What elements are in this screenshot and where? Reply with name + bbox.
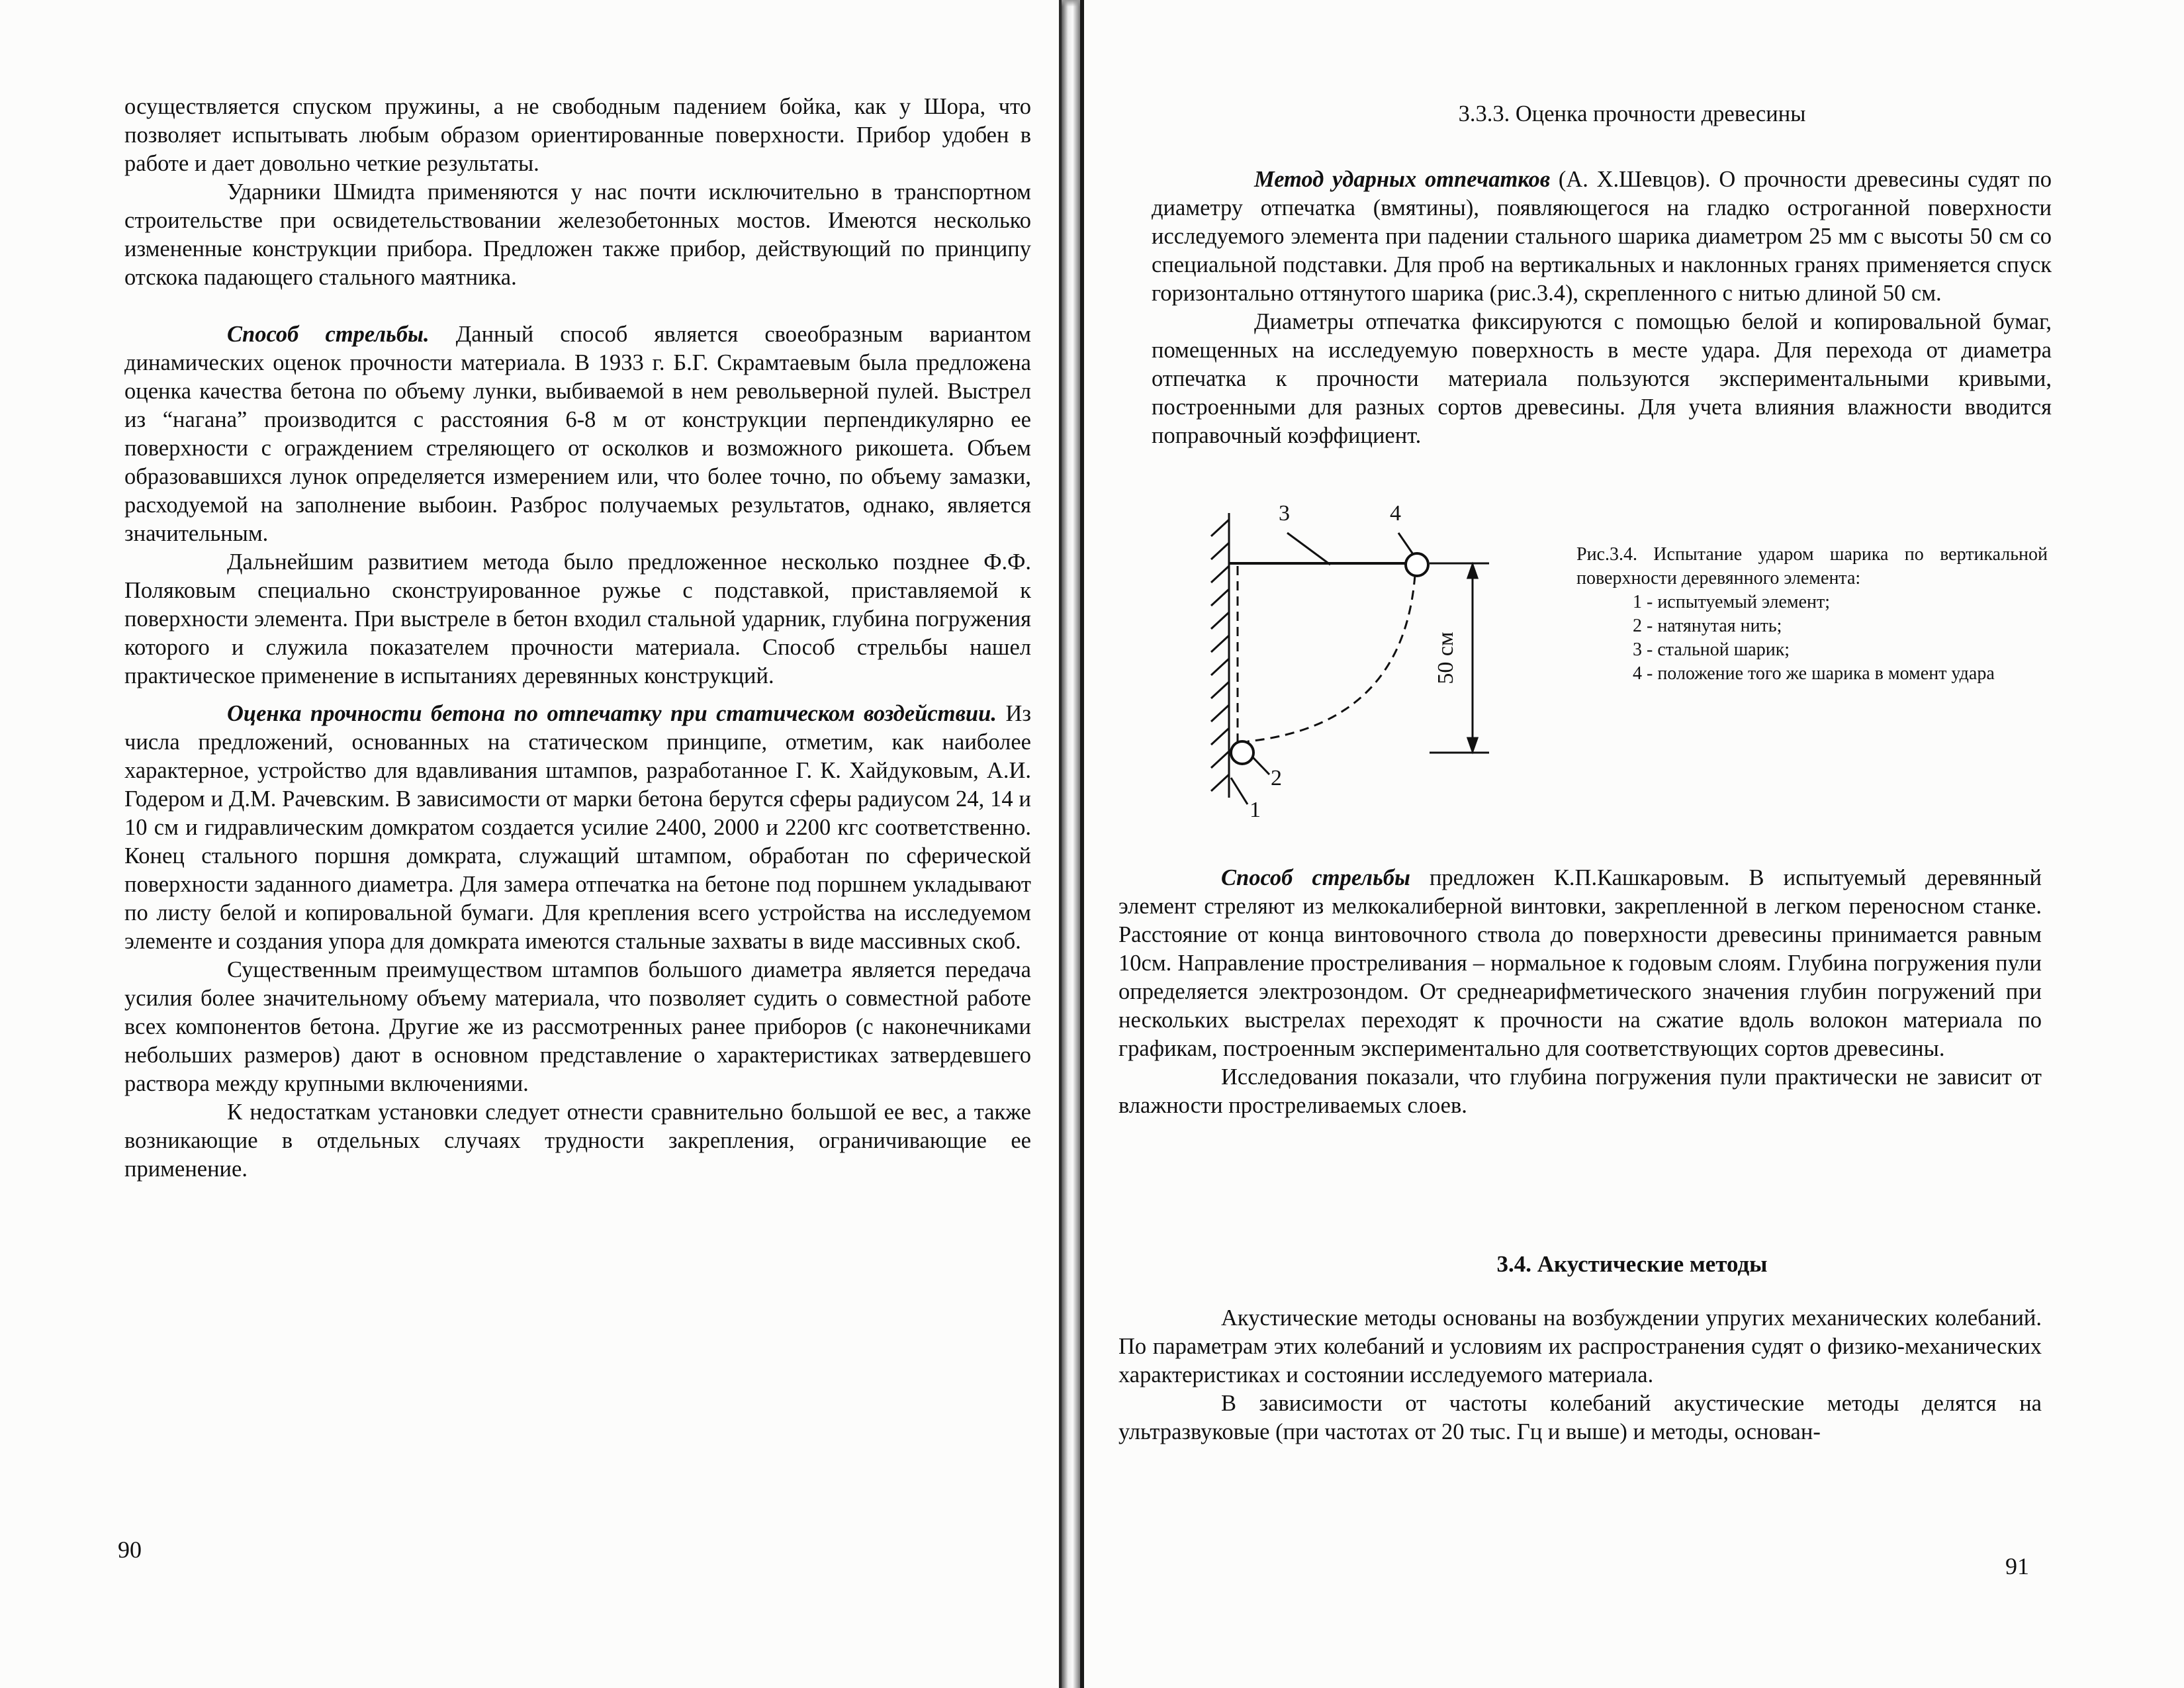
figure-height-label: 50 см [1433, 632, 1458, 684]
figure-ball-impact-test [1205, 501, 1575, 837]
left-paragraph-7: К недостаткам установки следует отнести сравнительно большой ее вес, а также возникающие в отдельных случаях трудности закрепления, ограничивающие ее применение. [124, 1100, 1031, 1182]
caption-title: Рис.3.4. Испытание ударом шарика по вертикальной поверхности деревянного элемента: [1576, 544, 2048, 588]
subsection-title: 3.3.3. Оценка прочности древесины [1458, 101, 1806, 126]
left-paragraph-1: осуществляется спуском пружины, а не свободным падением бойка, как у Шора, что позволяет испытывать любым образом ориентированные поверхности. Прибор удобен в работе и дает довольно четкие результаты. [124, 94, 1031, 176]
swing-arc-dashed [1248, 575, 1415, 741]
left-paragraph-4: Дальнейшим развитием метода было предложенное несколько позднее Ф.Ф. Поляковым специально сконструированное ружье с подставкой, приставляемой к поверхности элемента. При выстреле в бетон входил стальной ударник, глубина погружения которого и служила показателем прочности материала. Способ стрельбы нашел практическое применение в испытаниях деревянных конструкций. [124, 549, 1031, 688]
left-page-body [124, 93, 1031, 1184]
wall-hatching [1211, 513, 1229, 798]
paragraph-lead-heading: Метод ударных отпечатков [1254, 167, 1551, 192]
page-number-left: 90 [118, 1536, 142, 1563]
right-paragraph-5: Акустические методы основаны на возбуждении упругих механических колебаний. По параметрам этих колебаний и условиям их распространения судят о физико-механических характеристиках и состоянии исследуемого материала. [1118, 1305, 2042, 1387]
paragraph-lead-heading: Способ стрельбы. [227, 322, 430, 347]
right-paragraph-6: В зависимости от частоты колебаний акустические методы делятся на ультразвуковые (при частотах от 20 тыс. Гц и выше) и методы, основан- [1118, 1391, 2042, 1444]
figure-drawing [1205, 506, 1575, 837]
figure-label-1: 1 [1250, 798, 1261, 822]
caption-item: 2 - натянутая нить; [1633, 616, 1782, 636]
right-paragraph-4: Исследования показали, что глубина погружения пули практически не зависит от влажности простреливаемых слоев. [1118, 1064, 2042, 1118]
caption-item: 1 - испытуемый элемент; [1633, 592, 1831, 612]
caption-item: 3 - стальной шарик; [1633, 639, 1790, 660]
caption-item: 4 - положение того же шарика в момент удара [1633, 663, 1995, 684]
figure-label-3: 3 [1279, 501, 1290, 526]
right-page-body-bottom [1118, 864, 2042, 1120]
paragraph-lead-heading: Способ стрельбы [1221, 865, 1410, 890]
right-paragraph-2: Диаметры отпечатка фиксируются с помощью белой и копировальной бумаг, помещенных на исследуемую поверхность в месте удара. Для перехода от диаметра отпечатка к прочности материала пользуются экспериментальными кривыми, построенными для разных сортов древесины. Для учета влияния влажности вводится поправочный коэффициент. [1152, 309, 2052, 448]
section-title: 3.4. Акустические методы [1496, 1251, 1768, 1277]
paragraph-lead-heading: Оценка прочности бетона по отпечатку при статическом воздействии. [227, 701, 997, 726]
ball-bottom [1231, 741, 1253, 764]
left-paragraph-6: Существенным преимуществом штампов большого диаметра является передача усилия более значительному объему материала, что позволяет судить о совместной работе всех компонентов бетона. Другие же из рассмотренных ранее приборов (с наконечниками небольших размеров) дают в основном представление о характеристиках затвердевшего раствора между крупными включениями. [124, 957, 1031, 1096]
left-paragraph-3: Способ стрельбы. Данный способ является своеобразным вариантом динамических оценок прочности материала. В 1933 г. Б.Г. Скрамтаевым была предложена оценка качества бетона по объему лунки, выбиваемой в нем револьверной пулей. Выстрел из “нагана” производится с расстояния 6-8 м от конструкции перпендикулярно ее поверхности с ограждением стреляющего от осколков и возможного рикошета. Объем образовавшихся лунок определяется измерением или, что более точно, по объему замазки, расходуемой на заполнение выбоин. Разброс получаемых результатов, однако, является значительным. [124, 322, 1031, 546]
page-number-right: 91 [2005, 1553, 2029, 1579]
ball-top [1406, 553, 1428, 576]
figure-label-2: 2 [1271, 766, 1282, 790]
right-page-body-top [1152, 165, 2052, 450]
book-gutter [1062, 0, 1080, 1688]
figure-label-4: 4 [1390, 501, 1401, 526]
left-paragraph-2: Ударники Шмидта применяются у нас почти исключительно в транспортном строительстве при освидетельствовании железобетонных мостов. Имеются несколько измененные конструкции прибора. Предложен также прибор, действующий по принципу отскока падающего стального маятника. [124, 179, 1031, 290]
right-page-section-body [1118, 1304, 2042, 1446]
right-paragraph-3: Способ стрельбы предложен К.П.Кашкаровым. В испытуемый деревянный элемент стреляют из мелкокалиберной винтовки, закрепленной в легком переносном станке. Расстояние от конца винтовочного ствола до поверхности древесины принимается равным 10см. Направление простреливания – нормальное к годовым слоям. Глубина погружения пули определяется электрозондом. От среднеарифметического значения глубин погружений при нескольких выстрелах переходят к прочности на сжатие вдоль волокон материала по графикам, построенным экспериментально для соответствующих сортов древесины. [1118, 865, 2042, 1061]
figure-caption [1576, 543, 2048, 686]
right-paragraph-1: Метод ударных отпечатков (А. Х.Шевцов). О прочности древесины судят по диаметру отпечатка (вмятины), появляющегося на гладко остроганной поверхности исследуемого элемента при падении стального шарика диаметром 25 мм с высоты 50 см со специальной подставки. Для проб на вертикальных и наклонных гранях применяется спуск горизонтально оттянутого шарика (рис.3.4), скрепленного с нитью длиной 50 см. [1152, 167, 2052, 306]
caption-legend-list [1576, 590, 2048, 686]
left-paragraph-5: Оценка прочности бетона по отпечатку при статическом воздействии. Из числа предложений, основанных на статическом принципе, отметим, как наиболее характерное, устройство для вдавливания штампов, разработанное Г. К. Хайдуковым, А.И. Годером и Д.М. Рачевским. В зависимости от марки бетона берутся сферы радиусом 24, 14 и 10 см и гидравлическим домкратом создается усилие 2400, 2000 и 2200 кгс соответственно. Конец стального поршня домкрата, служащий штампом, обработан по сферической поверхности заданного диаметра. Для замера отпечатка на бетоне под поршнем укладывают по листу белой и копировальной бумаги. Для крепления всего устройства на исследуемом элементе и создания упора для домкрата имеются стальные захваты в виде массивных скоб. [124, 701, 1032, 954]
